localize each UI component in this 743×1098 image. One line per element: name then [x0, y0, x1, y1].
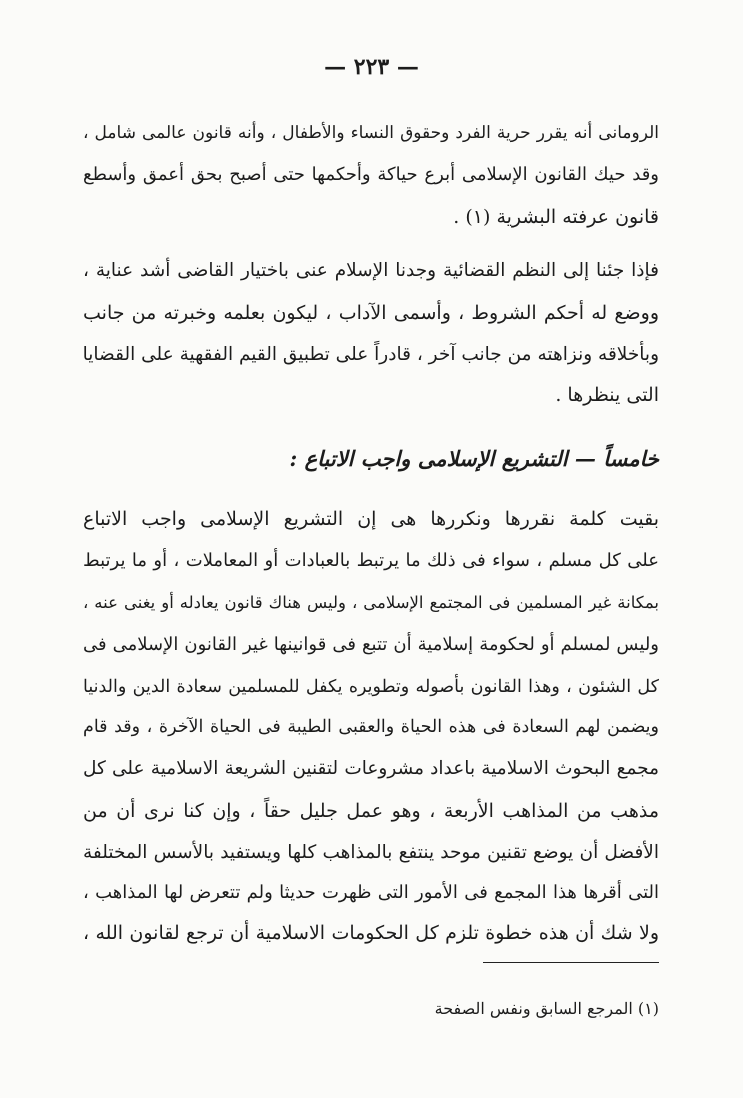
paragraph-3-line-7: مجمع البحوث الاسلامية باعداد مشروعات لتقنين الشريعة الاسلامية على كل [83, 758, 659, 779]
paragraph-3-line-1: بقيت كلمة نقررها ونكررها هى إن التشريع الإسلامى واجب الاتباع [83, 508, 659, 530]
paragraph-1-line-1: الرومانى أنه يقرر حرية الفرد وحقوق النساء والأطفال ، وأنه قانون عالمى شامل ، [83, 123, 659, 143]
paragraph-1-line-3: قانون عرفته البشرية (١) . [453, 206, 659, 228]
footnote-divider [483, 962, 659, 963]
paragraph-1-line-2: وقد حيك القانون الإسلامى أبرع حياكة وأحكمها حتى أصبح بحق أعمق وأسطع [83, 164, 659, 185]
page-number: — ٢٢٣ — [324, 54, 419, 80]
paragraph-2-line-1: فإذا جئنا إلى النظم القضائية وجدنا الإسلام عنى باختيار القاضى أشد عناية ، [83, 260, 659, 281]
paragraph-3-line-11: ولا شك أن هذه خطوة تلزم كل الحكومات الاسلامية أن ترجع لقانون الله ، [83, 922, 659, 944]
paragraph-3-line-4: وليس لمسلم أو لحكومة إسلامية أن تتبع فى قوانينها غير القانون الإسلامى فى [83, 634, 659, 655]
paragraph-2-line-2: ووضع له أحكم الشروط ، وأسمى الآداب ، ليكون بعلمه وخبرته من جانب [83, 302, 659, 324]
section-heading: خامساً — التشريع الإسلامى واجب الاتباع : [289, 446, 659, 471]
paragraph-3-line-8: مذهب من المذاهب الأربعة ، وهو عمل جليل حقاً ، وإن كنا نرى أن من [83, 800, 659, 822]
paragraph-3-line-9: الأفضل أن يوضع تقنين موحد ينتفع بالمذاهب كلها ويستفيد بالأسس المختلفة [83, 842, 659, 863]
paragraph-2-line-4: التى ينظرها . [555, 384, 659, 406]
paragraph-3-line-6: ويضمن لهم السعادة فى هذه الحياة والعقبى الطيبة فى الحياة الآخرة ، وقد قام [83, 717, 659, 737]
paragraph-3-line-10: التى أقرها هذا المجمع فى الأمور التى ظهرت حديثا ولم تتعرض لها المذاهب ، [83, 882, 659, 903]
paragraph-3-line-3: بمكانة غير المسلمين فى المجتمع الإسلامى ، وليس هناك قانون يعادله أو يغنى عنه ، [83, 593, 659, 612]
paragraph-3-line-2: على كل مسلم ، سواء فى ذلك ما يرتبط بالعبادات أو المعاملات ، أو ما يرتبط [83, 550, 659, 571]
footnote: (١) المرجع السابق ونفس الصفحة [434, 999, 659, 1018]
paragraph-2-line-3: وبأخلاقه ونزاهته من جانب آخر ، قادراً على تطبيق القيم الفقهية على القضايا [83, 344, 659, 365]
paragraph-3-line-5: كل الشئون ، وهذا القانون بأصوله وتطويره يكفل للمسلمين سعادة الدين والدنيا [83, 677, 659, 697]
